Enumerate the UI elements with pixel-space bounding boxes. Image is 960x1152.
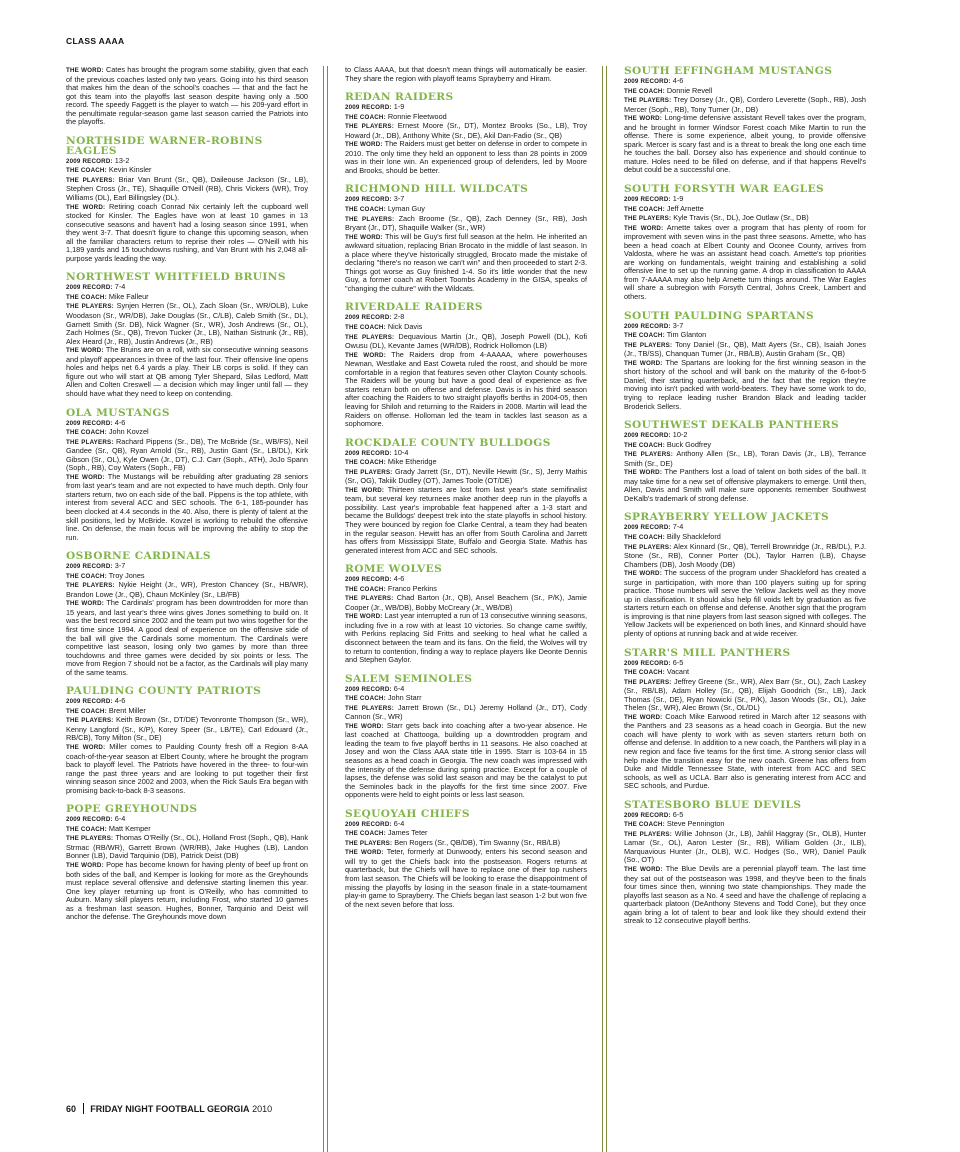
players-text: Tony Daniel (Sr., QB), Matt Ayers (Sr., CB), Isaiah Jones (Jr., TB/SS), Chanquan Turner (Jr., RB/LB), Austin Graham (Sr., QB) xyxy=(624,339,866,359)
team-profile xyxy=(345,92,587,175)
record-text: 6-5 xyxy=(672,809,684,819)
players-text: Willie Johnson (Jr., LB), Jahlil Haggray (Sr., OLB), Hunter Lamar (Sr., OL), Aaron Lester (Sr., RB), William Golden (Jr., ILB), Marquavious Hunter (Jr., OLB), W.C. Hodges (So., WR), Daniel Paulk (So., OT) xyxy=(624,828,866,865)
players-line xyxy=(345,215,587,233)
word-line xyxy=(345,140,587,175)
coach-label: THE COACH: xyxy=(624,669,665,677)
record-text: 10-2 xyxy=(672,430,688,440)
record-text: 1-9 xyxy=(672,194,684,204)
word-line xyxy=(624,468,866,503)
team-name: SOUTH FORSYTH WAR EAGLES xyxy=(624,183,825,196)
coach-label: THE COACH: xyxy=(345,113,386,121)
word-line xyxy=(624,865,866,926)
record-text: 4-6 xyxy=(114,417,126,427)
team-name: SOUTH PAULDING SPARTANS xyxy=(624,309,815,322)
team-name: OSBORNE CARDINALS xyxy=(66,550,211,563)
magazine-title: FRIDAY NIGHT FOOTBALL GEORGIA xyxy=(90,1104,250,1114)
word-text: Arnette takes over a program that has plenty of room for improvement with seven wins in the past three seasons. Arnette, who has been a head coach at Elbert County and Oconee County, arrives from Valdosta, where he was an assistant head coach. Arnette's top priorities are working on fundamentals, weight training and establishing a solid offensive line to set up the running game. A drop in classification to AAAA from 7-AAAAA may also help Arnette turn things around. The War Eagles will share a subregion with Forsyth Central, Johns Creek, Lambert and others. xyxy=(624,222,867,302)
record-text: 2-8 xyxy=(393,312,405,322)
record-label: 2009 RECORD: xyxy=(345,685,392,693)
players-text: Nykie Height (Jr., WR), Preston Chancey (Sr., HB/WR), Brandon Lowe (Jr., QB), Chaun McKinley (Sr., LB/FB) xyxy=(66,580,308,599)
word-label: THE WORD: xyxy=(345,613,383,621)
record-label: 2009 RECORD: xyxy=(624,811,671,819)
coach-text: Steve Pennington xyxy=(666,819,725,829)
players-label: THE PLAYERS: xyxy=(624,341,673,349)
coach-text: Matt Kemper xyxy=(108,823,151,833)
team-profile xyxy=(624,420,866,503)
coach-label: THE COACH: xyxy=(624,441,665,449)
coach-label: THE COACH: xyxy=(345,830,386,838)
record-text: 13-2 xyxy=(114,155,130,165)
word-text: Pope has become known for having plenty of beef up front on both sides of the ball, and Kemper is looking for more as the Greyhounds must replace several offensive and defensive starting linemen this year. One key player returning up front is O'Reilly, who has committed to Auburn. Many skill players return, including Frost, who started 10 games as a freshman last season. Hughes, Bonner, Tarquinio and Deist will anchor the defense. The Greyhounds move down xyxy=(66,860,308,922)
word-label: THE WORD: xyxy=(345,141,383,149)
coach-label: THE COACH: xyxy=(624,821,665,829)
team-name: SOUTH EFFINGHAM MUSTANGS xyxy=(624,65,833,77)
record-line xyxy=(345,103,587,113)
word-label: THE WORD: xyxy=(624,570,662,578)
column-divider xyxy=(602,66,603,1152)
players-label: THE PLAYERS: xyxy=(66,717,114,725)
team-name: SPRAYBERRY YELLOW JACKETS xyxy=(624,511,830,524)
word-label: THE WORD: xyxy=(66,67,104,74)
players-label: THE PLAYERS: xyxy=(66,835,114,843)
team-name: STATESBORO BLUE DEVILS xyxy=(624,798,802,811)
record-line xyxy=(624,77,866,87)
team-name: OLA MUSTANGS xyxy=(66,406,170,419)
record-label: 2009 RECORD: xyxy=(345,576,392,584)
word-line xyxy=(66,203,308,264)
players-line xyxy=(345,122,587,140)
word-text: Retiring coach Conrad Nix certainly left the cupboard well stocked for Kinsler. The Eagles have won at least 10 games in 13 consecutive seasons and haven't had a losing season since 1991, when they went 3-7. That doesn't figure to change this upcoming season, when all the familiar characters return to reprise their roles — O'Neill with his 1,189 yards and 15 touchdowns rushing, and Van Brunt with his 2,048 all-purpose yards leading the way. xyxy=(66,201,309,263)
record-line xyxy=(624,195,866,205)
word-text: The Blue Devils are a perennial playoff team. The last time they sat out of the postseason was 1998, and they've been to the finals four times since then, winning two state championships. They made the playoffs last season as a No. 4 seed and have the challenge of replacing a quarterback platoon (DeAnthony Stevens and Todd Cone), but they once again bring a lot of talent to bear and look like they should extend their streak to 12 consecutive playoff berths. xyxy=(624,864,866,926)
word-label: THE WORD: xyxy=(66,203,106,211)
record-line xyxy=(624,811,866,821)
coach-text: John Kovzel xyxy=(108,427,149,437)
word-label: THE WORD: xyxy=(66,744,106,751)
word-text: The Bruins are on a roll, with six consecutive winning seasons and playoff appearances in three of the last four. Their offensive line opens holes and helps net 6.4 yards a play. Their LB corps is solid. If they can figure out who will start at QB among Tyler Shepard, Silas Ledford, Matt Allen and Colten Creswell — a decision which may linger until fall — they should have what they need to keep on contending. xyxy=(66,345,308,398)
record-text: 6-4 xyxy=(393,818,405,828)
record-line xyxy=(345,820,587,830)
word-text: to Class AAAA, but that doesn't mean things will automatically be easier. They share the region with playoff teams Sprayberry and Hiram. xyxy=(345,65,587,83)
record-label: 2009 RECORD: xyxy=(624,78,671,85)
coach-text: Jeff Arnette xyxy=(666,203,704,213)
coach-text: James Teter xyxy=(387,828,428,838)
record-line xyxy=(66,283,308,293)
players-label: THE PLAYERS: xyxy=(624,543,672,551)
record-label: 2009 RECORD: xyxy=(345,104,392,112)
coach-label: THE COACH: xyxy=(66,707,107,715)
record-text: 3-7 xyxy=(114,561,126,571)
coach-label: THE COACH: xyxy=(345,585,386,593)
team-profile xyxy=(624,66,866,175)
column-divider xyxy=(323,66,324,1152)
players-label: THE PLAYERS: xyxy=(624,451,673,459)
players-line xyxy=(66,176,308,203)
team-profile xyxy=(66,272,308,398)
team-name: NORTHWEST WHITFIELD BRUINS xyxy=(66,271,286,284)
players-label: THE PLAYERS: xyxy=(624,97,672,105)
players-label: THE PLAYERS: xyxy=(345,595,394,603)
record-line xyxy=(624,431,866,441)
coach-text: Ronnie Fleetwood xyxy=(387,111,447,121)
word-line xyxy=(624,713,866,791)
record-label: 2009 RECORD: xyxy=(624,659,671,667)
record-label: 2009 RECORD: xyxy=(345,820,392,828)
record-label: 2009 RECORD: xyxy=(66,563,113,571)
word-label: THE WORD: xyxy=(66,347,104,355)
team-name: SOUTHWEST DEKALB PANTHERS xyxy=(624,419,840,432)
record-label: 2009 RECORD: xyxy=(345,314,392,322)
coach-text: Mike Etheridge xyxy=(387,457,437,467)
record-text: 4-6 xyxy=(672,76,684,85)
coach-label: THE COACH: xyxy=(345,324,386,332)
team-name: REDAN RAIDERS xyxy=(345,91,454,104)
players-line xyxy=(345,333,587,351)
coach-text: Buck Godfrey xyxy=(666,439,712,449)
word-text: Long-time defensive assistant Revell takes over the program, and he brought in former Windsor Forest coach Mike Martin to run the offense. There is some experience, albeit young, to provide offensive spark. Mercer is scary fast and is a threat to break the long one each time he touches the ball. Dorsey also has experience and should continue to mature. Holes need to be filled on defense, and if that happens Revell's debut could be a successful one. xyxy=(624,113,866,175)
word-line xyxy=(624,224,866,302)
word-line xyxy=(345,351,587,429)
team-profile xyxy=(624,648,866,791)
word-text: The Panthers lost a load of talent on both sides of the ball. It may take time for a new set of offensive playmakers to emerge. Until then, Allen, Davis and Smith will make sure opponents remember Southwest DeKalb's trademark of strong defense. xyxy=(624,467,866,503)
continued-text xyxy=(345,66,587,83)
word-text: Miller comes to Paulding County fresh off a Region 8-AA coach-of-the-year season at Elbert County, where he brought the program back to playoff level. The Patriots have hovered in the three- to four-win range the past three years and are looking to put together their first winning season since 2002 and 2003, when the Rick Sauls Era began with promising back-to-back 8-3 seasons. xyxy=(66,742,309,795)
players-text: Grady Jarrett (Sr., DT), Neville Hewitt (Sr., S), Jerry Mathis (Sr., OG), Takiik Dudley (OT), James Toole (OT/DE) xyxy=(345,466,587,486)
word-line xyxy=(66,473,308,542)
record-label: 2009 RECORD: xyxy=(66,698,113,706)
word-line xyxy=(624,359,866,411)
players-label: THE PLAYERS: xyxy=(624,678,672,686)
team-profile xyxy=(624,512,866,638)
record-text: 4-6 xyxy=(114,696,126,706)
word-text: The Raiders drop from 4-AAAAA, where powerhouses Newnan, Westlake and East Coweta ruled the roost, and should be more comfortable in a region that features seven other Clayton County schools. The Raiders will be young but have a good deal of experience as five starters return both on offense and defense. Davis is in his third season after coaching the Raiders to two straight playoffs berths in 2004-05, then leaving for Shiloh and returning to the Raiders in 2008. Martin will lead the Raiders on offense. Holloman led the team in tackles last season as a sophomore. xyxy=(345,349,587,429)
players-label: THE PLAYERS: xyxy=(345,215,395,223)
coach-text: John Starr xyxy=(387,693,422,703)
coach-label: THE COACH: xyxy=(66,825,107,833)
record-label: 2009 RECORD: xyxy=(345,449,392,457)
players-label: THE PLAYERS: xyxy=(66,303,114,311)
team-profile xyxy=(345,809,587,909)
word-line xyxy=(66,861,308,922)
coach-label: THE COACH: xyxy=(624,332,665,340)
record-label: 2009 RECORD: xyxy=(66,284,113,292)
record-text: 1-9 xyxy=(393,102,405,112)
players-text: Briar Van Brunt (Sr., QB), Daileouse Jackson (Sr., LB), Stephen Cross (Jr., TE), Shaquille O'Neill (RB), Chris Vickers (WR), Troy Williams (DL), Earl Billingsley (DL). xyxy=(66,174,308,203)
word-text: Teter, formerly at Dunwoody, enters his second season and will try to get the Chiefs back into the postseason. Rogers returns at quarterback, but the Chiefs will have to replace one of their top rushers from last season. The Chiefs will be looking to erase the disappointment of missing the playoffs by losing in the season finale in a state-tournament play-in game to Sprayberry. The Chiefs began last season 1-2 but won five of the next seven before that loss. xyxy=(345,847,587,909)
coach-text: Nick Davis xyxy=(387,322,423,332)
team-name: ROME WOLVES xyxy=(345,563,443,576)
word-label: THE WORD: xyxy=(345,722,384,730)
record-label: 2009 RECORD: xyxy=(66,157,113,165)
continued-word-paragraph xyxy=(345,66,587,83)
record-line xyxy=(624,659,866,669)
team-name: SEQUOYAH CHIEFS xyxy=(345,807,470,820)
players-text: Ben Rogers (Sr., QB/DB), Tim Swanny (Sr., RB/LB) xyxy=(394,837,561,847)
word-label: THE WORD: xyxy=(345,351,386,359)
coach-text: Billy Shackleford xyxy=(666,531,721,541)
word-text: Starr gets back into coaching after a two-year absence. He last coached at Chattooga, building up a downtrodden program and leading the team to five playoff berths in 11 seasons. He also coached at Josey and won the Class AAA state title in 1995. Starr is 103-64 in 15 seasons as a head coach in Georgia. The new coach was impressed with the intensity of the defense during spring practice. Except for a couple of lapses, the defense was solid last season and may be the catalyst to put the Seminoles back in the playoffs for the first time since 2007. Five opponents were held to eight points or less last season. xyxy=(345,720,588,800)
word-line xyxy=(66,743,308,795)
word-line xyxy=(66,599,308,677)
team-profile xyxy=(66,136,308,264)
record-line xyxy=(66,815,308,825)
coach-label: THE COACH: xyxy=(345,206,386,214)
record-line xyxy=(66,419,308,429)
players-text: Rachard Pippens (Sr., DB), Tre McBride (Sr., WB/FS), Neil Gandee (Sr., QB), Ryan Arnold (Sr., RB), Justin Gant (Sr., LB/DL), Kirk Gibson (Sr., OL), Kyle Owen (Jr., DT), C.J. Carr (Soph., ATH), JoJo Spann (Soph., RB), Coy Waters (Soph., FB) xyxy=(66,436,308,473)
word-text: Coach Mike Earwood retired in March after 12 seasons with the Panthers and 23 seasons as a head coach in Georgia. But the new coach will have plenty to work with as seven starters return both on offense and defense. In addition to a new coach, the Panthers will play in a new region and face five teams for the first time. A strong senior class will help make the transition easy for the new coach. Greene has offers from Duke and Middle Tennessee State, with interest from ACC and SEC schools, as well as UCLA. Barr also is generating interest from ACC and SEC schools, and Purdue. xyxy=(624,711,867,791)
team-name: POPE GREYHOUNDS xyxy=(66,803,198,816)
record-label: 2009 RECORD: xyxy=(624,524,671,532)
players-label: THE PLAYERS: xyxy=(624,215,672,223)
record-label: 2009 RECORD: xyxy=(624,432,671,440)
players-text: Chad Barton (Jr., QB), Ansel Beachem (Sr., P/K), Jamie Cooper (Jr., WB/DB), Bobby McCreary (Jr., WB/DB) xyxy=(345,593,587,612)
players-text: Keith Brown (Sr., DT/DE) Tevonronte Thompson (Sr., WR), Kenny Langford (Sr., K/P), Korey Speer (Sr., LB/TE), Carl Edouard (Jr., RB/CB), Tony Milton (Sr., DE) xyxy=(66,715,308,743)
coach-label: THE COACH: xyxy=(345,459,386,467)
record-text: 10-4 xyxy=(393,447,409,457)
team-profile xyxy=(66,804,308,922)
word-label: THE WORD: xyxy=(66,473,105,481)
record-label: 2009 RECORD: xyxy=(66,419,113,427)
record-text: 4-6 xyxy=(393,574,405,584)
record-text: 7-4 xyxy=(114,282,126,292)
column-2 xyxy=(345,66,587,909)
word-label: THE WORD: xyxy=(66,600,105,608)
players-text: Jarrett Brown (Sr., DL) Jeremy Holland (Jr., DT), Cody Cannon (Sr., WR) xyxy=(345,702,587,722)
team-profile xyxy=(66,408,308,543)
players-text: Alex Kinnard (Sr., QB), Terrell Brownridge (Jr., RB/DL), P.J. Stone (Sr., RB), Conner Porter (DL), Taylor Harren (LB), Chayse Chambers (DB), Josh Moody (DB) xyxy=(624,541,867,569)
team-profile xyxy=(345,674,587,800)
team-profile xyxy=(345,438,587,556)
players-text: Thomas O'Reilly (Sr., OL), Holland Frost (Soph., QB), Hank Strmac (RB/WR), Garrett Brown (WR/RB), Jake Hughes (LB), Landon Bonner (LB), David Tarquinio (DB), Patrick Deist (DB) xyxy=(66,833,309,861)
record-line xyxy=(345,685,587,695)
team-profile xyxy=(66,686,308,795)
page-footer xyxy=(66,1103,272,1114)
players-line xyxy=(345,704,587,722)
word-line xyxy=(345,722,587,800)
word-text: The Raiders must get better on defense in order to compete in 2010. The only time they held an opponent to less than 28 points in 2009 was in their lone win. An experienced group of defenders, led by Moore and Brooks, should be better. xyxy=(345,139,587,175)
record-text: 3-7 xyxy=(672,320,684,330)
record-label: 2009 RECORD: xyxy=(624,322,671,330)
record-text: 7-4 xyxy=(672,522,684,532)
word-text: This will be Guy's first full season at the helm. He inherited an awkward situation, replacing Brian Brocato in the middle of last season. In a place where they've historically struggled, Brocato made the mistake of declaring "there's no reason we can't win" and then proceeded to start 2-3. Things got worse as Guy finished 1-4. So it's little wonder that the new Guy, a former coach at Robert Toombs Academy in the GISA, speaks of "changing the culture" with the Wildcats. xyxy=(345,231,587,293)
word-line xyxy=(624,114,866,175)
footer-rule xyxy=(83,1103,84,1114)
players-line xyxy=(66,834,308,861)
coach-text: Tim Glanton xyxy=(666,330,707,340)
record-line xyxy=(345,575,587,585)
coach-text: Brent Miller xyxy=(108,705,146,715)
word-text: Last year interrupted a run of 13 consecutive winning seasons, including five in a row with at least 10 victories. So change came swiftly, with Perkins replacing Sid Fritts and seeking to heal what he called a disconnect between the team and its fans. On the field, the Wolves will try to return to contention, finding a way to replace players like Deonte Dennis and Stephen Gaylor. xyxy=(345,611,587,665)
team-name: RICHMOND HILL WILDCATS xyxy=(345,183,529,196)
team-profile xyxy=(624,800,866,926)
players-line xyxy=(66,716,308,743)
players-label: THE PLAYERS: xyxy=(66,582,115,590)
column-3 xyxy=(624,66,866,926)
players-label: THE PLAYERS: xyxy=(345,333,395,341)
record-line xyxy=(66,697,308,707)
coach-label: THE COACH: xyxy=(66,293,107,301)
record-line xyxy=(66,562,308,572)
record-text: 3-7 xyxy=(393,194,405,204)
coach-label: THE COACH: xyxy=(66,429,107,437)
players-label: THE PLAYERS: xyxy=(66,176,115,184)
record-text: 6-4 xyxy=(393,683,405,693)
players-text: Kyle Travis (Sr., DL), Joe Outlaw (Sr., DB) xyxy=(673,213,809,223)
section-header: CLASS AAAA xyxy=(66,36,125,46)
players-text: Jeffrey Greene (Sr., WR), Alex Barr (Sr., OL), Zach Laskey (Sr., RB/LB), Adam Holley (Sr., QB), Elijah Goodrich (Sr., LB), Jack Thomas (Sr., DE), Ryan Nowicki (Sr., P/K), Jason Woods (Sr., OL), Jake Thelen (Sr., WR), Alec Brown (Sr., OL/DL) xyxy=(624,676,866,713)
players-line xyxy=(624,96,866,114)
coach-text: Mike Falleur xyxy=(108,291,149,301)
word-text: The Spartans are looking for the first winning season in the short history of the school and will bank on the maturity of the 6-foot-5 Daniel, their starting quarterback, and the fact that the region they're moving into isn't packed with world-beaters. They have some work to do, trying to replace leading rusher Brandon Black and leading tackler Broderick Sellers. xyxy=(624,357,866,411)
players-label: THE PLAYERS: xyxy=(345,704,395,712)
coach-label: THE COACH: xyxy=(624,205,665,213)
coach-text: Vacant xyxy=(666,667,690,677)
word-label: THE WORD: xyxy=(624,866,663,874)
team-name: STARR'S MILL PANTHERS xyxy=(624,646,791,659)
players-line xyxy=(624,543,866,570)
word-text: Thirteen starters are lost from last year's state semifinalist team, but several key returnees make another deep run in the playoffs a possibility. Last year's improbable feat happened after a 1-3 start and became the Bulldogs' deepest trek into the state playoffs in school history. They were bounced by region foe Clarke Central, a team they had beaten in the regular season. Hewitt has an offer from South Carolina and Jarrett has offers from Mississippi State, Buffalo and Georgia State. Mathis has generated interest from ACC and SEC schools. xyxy=(345,484,588,555)
players-text: Ernest Moore (Sr., DT), Montez Brooks (So., LB), Troy Howard (Jr., DB), Anthony White (Sr., DE), Akil Dan-Fadio (Sr., QB) xyxy=(345,121,587,140)
team-profile xyxy=(345,184,587,293)
record-label: 2009 RECORD: xyxy=(624,196,671,204)
players-label: THE PLAYERS: xyxy=(345,468,393,476)
team-name: ROCKDALE COUNTY BULLDOGS xyxy=(345,436,551,449)
word-line xyxy=(345,612,587,664)
players-text: Trey Dorsey (Jr., QB), Cordero Leverette (Soph., RB), Josh Mercer (Soph., RB), Tony Turner (Jr., DB) xyxy=(624,95,866,114)
column-1 xyxy=(66,66,308,922)
coach-label: THE COACH: xyxy=(66,167,107,175)
column-divider xyxy=(606,66,607,1152)
players-label: THE PLAYERS: xyxy=(345,123,394,131)
team-profile xyxy=(345,564,587,664)
record-text: 6-4 xyxy=(114,814,126,824)
players-text: Dequavious Martin (Jr., QB), Joseph Powell (DL), Kofi Owusu (DL), Kevante James (WR/DB), Rodrick Hollomon (LB) xyxy=(345,331,587,351)
record-label: 2009 RECORD: xyxy=(66,816,113,824)
players-line xyxy=(624,341,866,359)
coach-label: THE COACH: xyxy=(624,533,665,541)
players-text: Anthony Allen (Sr., LB), Toran Davis (Jr., LB), Terrance Smith (Sr., DE) xyxy=(624,449,866,468)
word-label: THE WORD: xyxy=(624,224,664,232)
word-text: The success of the program under Shackleford has created a surge in participation, with more than 100 players suiting up for spring practice. Those numbers will serve the Yellow Jackets well as they move up in classification. It should also help fill voids left by graduation as five starters return each on offense and defense. Another sign that the program is improving is that nine players from last season signed with colleges. The Yellow Jackets will be experienced on both lines, and Kinnard should have plenty of options at running back and at wide receiver. xyxy=(624,568,867,638)
coach-text: Lyman Guy xyxy=(387,204,425,214)
players-line xyxy=(345,594,587,612)
team-profile xyxy=(66,551,308,677)
word-line xyxy=(345,848,587,909)
players-label: THE PLAYERS: xyxy=(624,830,672,838)
word-label: THE WORD: xyxy=(66,862,104,870)
coach-label: THE COACH: xyxy=(345,695,386,703)
coach-text: Donnie Revell xyxy=(666,85,713,95)
magazine-year: 2010 xyxy=(252,1104,273,1114)
word-text: The Mustangs will be rebuilding after graduating 28 seniors from last year's team and are not expected to have much depth. Only four starters return, two on each side of the ball. Pippens is the top athlete, with interest from several ACC and SEC schools. The 6-1, 185-pounder has been clocked at 4.4 seconds in the 40. Also, there is plenty of talent at the skill positions, led by McBride. Kovzel is working to rebuild the offensive line. On defense, the main focus will be improving the ability to stop the run. xyxy=(66,471,308,542)
players-line xyxy=(66,581,308,599)
team-profile xyxy=(624,184,866,302)
word-text: The Cardinals' program has been downtrodden for more than 15 years, and last year's three wins gives Jones something to build on. It was the best record since 2002 and the team put two wins together for the first time since 1994. A good deal of experience on the offensive side of the ball will give the Cardinals some momentum. The Cardinals were competitive last season, losing only two games by more than three touchdowns and three games were decided by six points or less. The move from Region 7 should not be a factor, as the Cardinals will play many of the same teams. xyxy=(66,598,308,677)
record-line xyxy=(66,157,308,167)
team-profile xyxy=(345,302,587,428)
coach-text: Kevin Kinsler xyxy=(108,165,152,175)
word-line xyxy=(345,233,587,294)
record-line xyxy=(345,195,587,205)
word-line xyxy=(345,486,587,555)
word-label: THE WORD: xyxy=(624,713,663,721)
team-name: SALEM SEMINOLES xyxy=(345,672,473,685)
record-line xyxy=(624,322,866,332)
players-line xyxy=(66,438,308,473)
record-line xyxy=(624,523,866,533)
players-text: Zach Broome (Sr., QB), Zach Denney (Sr., RB), Josh Bryant (Jr., DT), Shaquille Walker (Sr., WR) xyxy=(345,213,587,233)
team-name: PAULDING COUNTY PATRIOTS xyxy=(66,685,262,698)
players-line xyxy=(624,450,866,468)
word-line xyxy=(66,346,308,398)
word-label: THE WORD: xyxy=(345,486,385,494)
team-name: RIVERDALE RAIDERS xyxy=(345,301,483,314)
coach-label: THE COACH: xyxy=(66,572,107,580)
word-text: Cates has brought the program some stability, given that each of the previous coaches lasted only two years. Going into his third season that makes him the dean of the school's coaches — that and the fact he got this team into the playoffs last season despite having only a .500 record. The speedy Faggett is the player to watch — his 209-yard effort in the penultimate regular-season game last season carried the Patriots into the playoffs. xyxy=(66,65,309,127)
players-text: Synjen Herren (Sr., OL), Zach Sloan (Sr., WR/OLB), Luke Woodason (Sr., WR/DB), Jake Douglas (Sr., C/LB), Caleb Smith (Sr., DL), Garnett Smith (Sr. DB), Nick Wagner (Sr., WR), Josh Andrews (Sr., OL), Zach Holmes (Sr., QB), Trevon Tucker (Jr., LB), Nathan Sistrunk (Jr., RB), Alex Heard (Jr., RB), Justin Andrews (Jr., RB) xyxy=(66,301,309,346)
continued-word-paragraph xyxy=(66,66,308,127)
record-line xyxy=(345,449,587,459)
word-label: THE WORD: xyxy=(345,849,384,857)
coach-text: Troy Jones xyxy=(108,570,145,580)
players-label: THE PLAYERS: xyxy=(66,438,114,446)
team-profile xyxy=(624,311,866,411)
coach-text: Franco Perkins xyxy=(387,583,437,593)
word-label: THE WORD: xyxy=(624,359,663,367)
page-number: 60 xyxy=(66,1104,77,1114)
record-text: 6-5 xyxy=(672,657,684,667)
team-name: NORTHSIDE WARNER-ROBINS EAGLES xyxy=(66,134,263,157)
continued-text xyxy=(66,66,308,127)
word-line xyxy=(624,569,866,638)
record-line xyxy=(345,313,587,323)
column-divider xyxy=(327,66,328,1152)
players-line xyxy=(345,468,587,486)
players-line xyxy=(624,830,866,865)
word-label: THE WORD: xyxy=(345,233,383,241)
coach-label: THE COACH: xyxy=(624,87,665,95)
players-line xyxy=(624,678,866,713)
players-label: THE PLAYERS: xyxy=(345,839,393,847)
players-line xyxy=(66,302,308,346)
word-label: THE WORD: xyxy=(624,469,663,477)
record-label: 2009 RECORD: xyxy=(345,196,392,204)
word-label: THE WORD: xyxy=(624,115,663,123)
